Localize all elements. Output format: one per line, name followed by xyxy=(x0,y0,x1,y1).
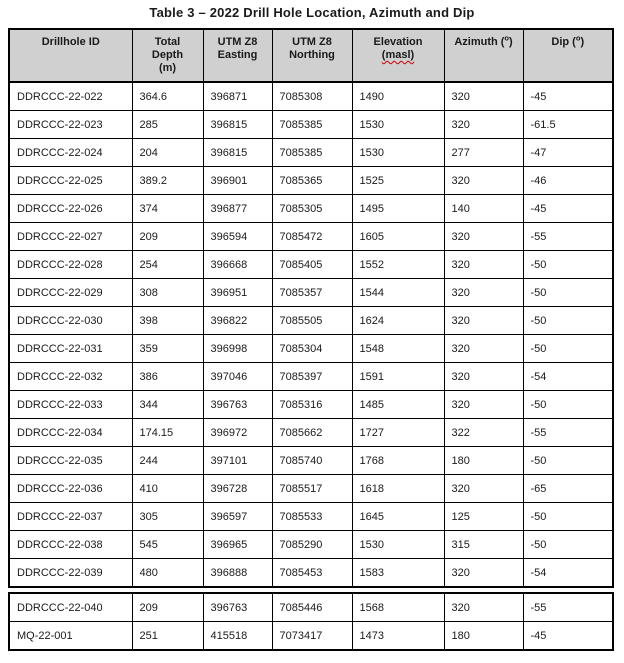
cell-azimuth-deg: 320 xyxy=(444,559,523,588)
cell-total-depth-m: 480 xyxy=(132,559,203,588)
cell-dip-deg: -50 xyxy=(523,531,613,559)
cell-dip-deg: -45 xyxy=(523,82,613,111)
cell-drillhole-id: DDRCCC-22-035 xyxy=(9,447,132,475)
cell-drillhole-id: DDRCCC-22-038 xyxy=(9,531,132,559)
cell-utm-z8-easting: 396728 xyxy=(203,475,272,503)
cell-elevation-masl: 1490 xyxy=(352,82,444,111)
drill-hole-table xyxy=(8,28,614,588)
table-row xyxy=(9,559,613,588)
cell-utm-z8-northing: 7085533 xyxy=(272,503,352,531)
cell-azimuth-deg: 180 xyxy=(444,622,523,651)
cell-drillhole-id: DDRCCC-22-028 xyxy=(9,251,132,279)
drill-hole-table-continued xyxy=(8,592,614,651)
cell-utm-z8-northing: 7085405 xyxy=(272,251,352,279)
cell-elevation-masl: 1591 xyxy=(352,363,444,391)
cell-azimuth-deg: 320 xyxy=(444,111,523,139)
column-header-text: Easting xyxy=(217,49,258,61)
cell-drillhole-id: DDRCCC-22-034 xyxy=(9,419,132,447)
cell-utm-z8-easting: 396597 xyxy=(203,503,272,531)
cell-dip-deg: -55 xyxy=(523,419,613,447)
column-header-utm-z8-easting xyxy=(203,29,272,82)
superscript-degree: o xyxy=(575,33,581,43)
cell-drillhole-id: DDRCCC-22-027 xyxy=(9,223,132,251)
column-header-text: UTM Z8 xyxy=(217,36,258,48)
column-header-text: (masl) xyxy=(381,49,415,61)
cell-utm-z8-easting: 396594 xyxy=(203,223,272,251)
cell-utm-z8-northing: 7085446 xyxy=(272,593,352,622)
cell-utm-z8-easting: 396965 xyxy=(203,531,272,559)
cell-total-depth-m: 305 xyxy=(132,503,203,531)
cell-dip-deg: -61.5 xyxy=(523,111,613,139)
cell-drillhole-id: DDRCCC-22-022 xyxy=(9,82,132,111)
cell-elevation-masl: 1530 xyxy=(352,531,444,559)
header-row xyxy=(9,29,613,82)
table-row xyxy=(9,167,613,195)
table-row xyxy=(9,251,613,279)
cell-elevation-masl: 1485 xyxy=(352,391,444,419)
table-row xyxy=(9,503,613,531)
cell-azimuth-deg: 322 xyxy=(444,419,523,447)
cell-utm-z8-northing: 7085385 xyxy=(272,111,352,139)
cell-utm-z8-easting: 396815 xyxy=(203,111,272,139)
table-row xyxy=(9,279,613,307)
cell-total-depth-m: 364.6 xyxy=(132,82,203,111)
column-header-text: Azimuth ($^o$) xyxy=(454,33,513,48)
table-row xyxy=(9,475,613,503)
cell-dip-deg: -65 xyxy=(523,475,613,503)
cell-dip-deg: -50 xyxy=(523,251,613,279)
cell-utm-z8-northing: 7085357 xyxy=(272,279,352,307)
cell-utm-z8-northing: 7085385 xyxy=(272,139,352,167)
column-header-text: Northing xyxy=(289,49,335,61)
cell-elevation-masl: 1473 xyxy=(352,622,444,651)
table-row xyxy=(9,335,613,363)
cell-elevation-masl: 1618 xyxy=(352,475,444,503)
cell-total-depth-m: 389.2 xyxy=(132,167,203,195)
cell-azimuth-deg: 320 xyxy=(444,475,523,503)
cell-utm-z8-northing: 7085305 xyxy=(272,195,352,223)
superscript-degree: o xyxy=(504,33,510,43)
cell-utm-z8-easting: 396972 xyxy=(203,419,272,447)
cell-dip-deg: -54 xyxy=(523,363,613,391)
cell-dip-deg: -46 xyxy=(523,167,613,195)
column-header-text: Elevation xyxy=(373,36,423,48)
cell-total-depth-m: 174.15 xyxy=(132,419,203,447)
cell-elevation-masl: 1552 xyxy=(352,251,444,279)
cell-elevation-masl: 1530 xyxy=(352,111,444,139)
cell-elevation-masl: 1583 xyxy=(352,559,444,588)
cell-drillhole-id: MQ-22-001 xyxy=(9,622,132,651)
table-row xyxy=(9,82,613,111)
cell-elevation-masl: 1605 xyxy=(352,223,444,251)
cell-total-depth-m: 308 xyxy=(132,279,203,307)
cell-utm-z8-northing: 7085662 xyxy=(272,419,352,447)
table-title: Table 3 – 2022 Drill Hole Location, Azimuth and Dip xyxy=(149,5,475,20)
cell-dip-deg: -50 xyxy=(523,307,613,335)
table-row xyxy=(9,419,613,447)
cell-drillhole-id: DDRCCC-22-025 xyxy=(9,167,132,195)
cell-utm-z8-easting: 396763 xyxy=(203,391,272,419)
cell-azimuth-deg: 320 xyxy=(444,593,523,622)
cell-drillhole-id: DDRCCC-22-026 xyxy=(9,195,132,223)
cell-azimuth-deg: 320 xyxy=(444,391,523,419)
cell-total-depth-m: 374 xyxy=(132,195,203,223)
table-row xyxy=(9,307,613,335)
cell-elevation-masl: 1568 xyxy=(352,593,444,622)
cell-utm-z8-northing: 7085316 xyxy=(272,391,352,419)
cell-utm-z8-northing: 7085505 xyxy=(272,307,352,335)
cell-utm-z8-easting: 396871 xyxy=(203,82,272,111)
cell-utm-z8-easting: 396815 xyxy=(203,139,272,167)
cell-utm-z8-northing: 7085290 xyxy=(272,531,352,559)
cell-drillhole-id: DDRCCC-22-029 xyxy=(9,279,132,307)
cell-azimuth-deg: 320 xyxy=(444,363,523,391)
cell-drillhole-id: DDRCCC-22-036 xyxy=(9,475,132,503)
column-header-azimuth-deg xyxy=(444,29,523,82)
cell-utm-z8-northing: 7085304 xyxy=(272,335,352,363)
cell-utm-z8-northing: 7073417 xyxy=(272,622,352,651)
column-header-text: Total xyxy=(154,36,181,48)
cell-total-depth-m: 251 xyxy=(132,622,203,651)
column-header-drillhole-id xyxy=(9,29,132,82)
cell-dip-deg: -45 xyxy=(523,622,613,651)
cell-drillhole-id: DDRCCC-22-030 xyxy=(9,307,132,335)
cell-total-depth-m: 285 xyxy=(132,111,203,139)
cell-drillhole-id: DDRCCC-22-032 xyxy=(9,363,132,391)
cell-azimuth-deg: 140 xyxy=(444,195,523,223)
cell-utm-z8-northing: 7085365 xyxy=(272,167,352,195)
column-header-text: Depth xyxy=(151,49,184,61)
table-row xyxy=(9,391,613,419)
cell-dip-deg: -50 xyxy=(523,391,613,419)
cell-utm-z8-easting: 396668 xyxy=(203,251,272,279)
cell-total-depth-m: 244 xyxy=(132,447,203,475)
cell-utm-z8-northing: 7085740 xyxy=(272,447,352,475)
cell-utm-z8-easting: 415518 xyxy=(203,622,272,651)
table-row xyxy=(9,447,613,475)
cell-dip-deg: -55 xyxy=(523,223,613,251)
cell-elevation-masl: 1530 xyxy=(352,139,444,167)
cell-azimuth-deg: 320 xyxy=(444,223,523,251)
column-header-utm-z8-northing xyxy=(272,29,352,82)
cell-utm-z8-northing: 7085308 xyxy=(272,82,352,111)
cell-utm-z8-easting: 396998 xyxy=(203,335,272,363)
cell-elevation-masl: 1624 xyxy=(352,307,444,335)
column-header-text: Dip ($^o$) xyxy=(551,33,585,48)
cell-azimuth-deg: 320 xyxy=(444,167,523,195)
cell-elevation-masl: 1768 xyxy=(352,447,444,475)
cell-drillhole-id: DDRCCC-22-031 xyxy=(9,335,132,363)
cell-azimuth-deg: 320 xyxy=(444,307,523,335)
cell-utm-z8-easting: 396877 xyxy=(203,195,272,223)
table-row xyxy=(9,139,613,167)
cell-total-depth-m: 209 xyxy=(132,593,203,622)
cell-azimuth-deg: 315 xyxy=(444,531,523,559)
cell-utm-z8-easting: 396822 xyxy=(203,307,272,335)
cell-dip-deg: -50 xyxy=(523,447,613,475)
cell-utm-z8-northing: 7085472 xyxy=(272,223,352,251)
cell-utm-z8-easting: 396888 xyxy=(203,559,272,588)
column-header-text: Drillhole ID xyxy=(41,36,100,48)
cell-utm-z8-northing: 7085397 xyxy=(272,363,352,391)
cell-drillhole-id: DDRCCC-22-039 xyxy=(9,559,132,588)
cell-drillhole-id: DDRCCC-22-037 xyxy=(9,503,132,531)
cell-drillhole-id: DDRCCC-22-023 xyxy=(9,111,132,139)
table-row xyxy=(9,223,613,251)
cell-utm-z8-easting: 396763 xyxy=(203,593,272,622)
cell-total-depth-m: 254 xyxy=(132,251,203,279)
table-row xyxy=(9,531,613,559)
cell-elevation-masl: 1495 xyxy=(352,195,444,223)
cell-dip-deg: -50 xyxy=(523,503,613,531)
cell-dip-deg: -47 xyxy=(523,139,613,167)
cell-elevation-masl: 1525 xyxy=(352,167,444,195)
cell-azimuth-deg: 320 xyxy=(444,251,523,279)
cell-total-depth-m: 386 xyxy=(132,363,203,391)
cell-drillhole-id: DDRCCC-22-040 xyxy=(9,593,132,622)
cell-dip-deg: -50 xyxy=(523,335,613,363)
cell-total-depth-m: 545 xyxy=(132,531,203,559)
table-row xyxy=(9,195,613,223)
cell-drillhole-id: DDRCCC-22-033 xyxy=(9,391,132,419)
cell-azimuth-deg: 125 xyxy=(444,503,523,531)
cell-utm-z8-easting: 396901 xyxy=(203,167,272,195)
cell-total-depth-m: 204 xyxy=(132,139,203,167)
cell-total-depth-m: 410 xyxy=(132,475,203,503)
cell-azimuth-deg: 320 xyxy=(444,279,523,307)
cell-azimuth-deg: 320 xyxy=(444,82,523,111)
cell-azimuth-deg: 277 xyxy=(444,139,523,167)
cell-total-depth-m: 398 xyxy=(132,307,203,335)
column-header-text: UTM Z8 xyxy=(292,36,332,48)
cell-dip-deg: -55 xyxy=(523,593,613,622)
cell-utm-z8-easting: 397046 xyxy=(203,363,272,391)
cell-total-depth-m: 359 xyxy=(132,335,203,363)
table-row xyxy=(9,593,613,622)
cell-drillhole-id: DDRCCC-22-024 xyxy=(9,139,132,167)
table-row xyxy=(9,363,613,391)
cell-dip-deg: -45 xyxy=(523,195,613,223)
column-header-elevation-masl xyxy=(352,29,444,82)
cell-elevation-masl: 1548 xyxy=(352,335,444,363)
cell-azimuth-deg: 180 xyxy=(444,447,523,475)
cell-dip-deg: -50 xyxy=(523,279,613,307)
cell-elevation-masl: 1645 xyxy=(352,503,444,531)
cell-azimuth-deg: 320 xyxy=(444,335,523,363)
cell-dip-deg: -54 xyxy=(523,559,613,588)
cell-total-depth-m: 209 xyxy=(132,223,203,251)
cell-utm-z8-northing: 7085453 xyxy=(272,559,352,588)
table-row xyxy=(9,111,613,139)
cell-elevation-masl: 1727 xyxy=(352,419,444,447)
cell-utm-z8-northing: 7085517 xyxy=(272,475,352,503)
cell-total-depth-m: 344 xyxy=(132,391,203,419)
cell-elevation-masl: 1544 xyxy=(352,279,444,307)
cell-utm-z8-easting: 397101 xyxy=(203,447,272,475)
column-header-text: (m) xyxy=(158,62,177,74)
column-header-dip-deg xyxy=(523,29,613,82)
cell-utm-z8-easting: 396951 xyxy=(203,279,272,307)
table-row xyxy=(9,622,613,651)
column-header-total-depth-m xyxy=(132,29,203,82)
